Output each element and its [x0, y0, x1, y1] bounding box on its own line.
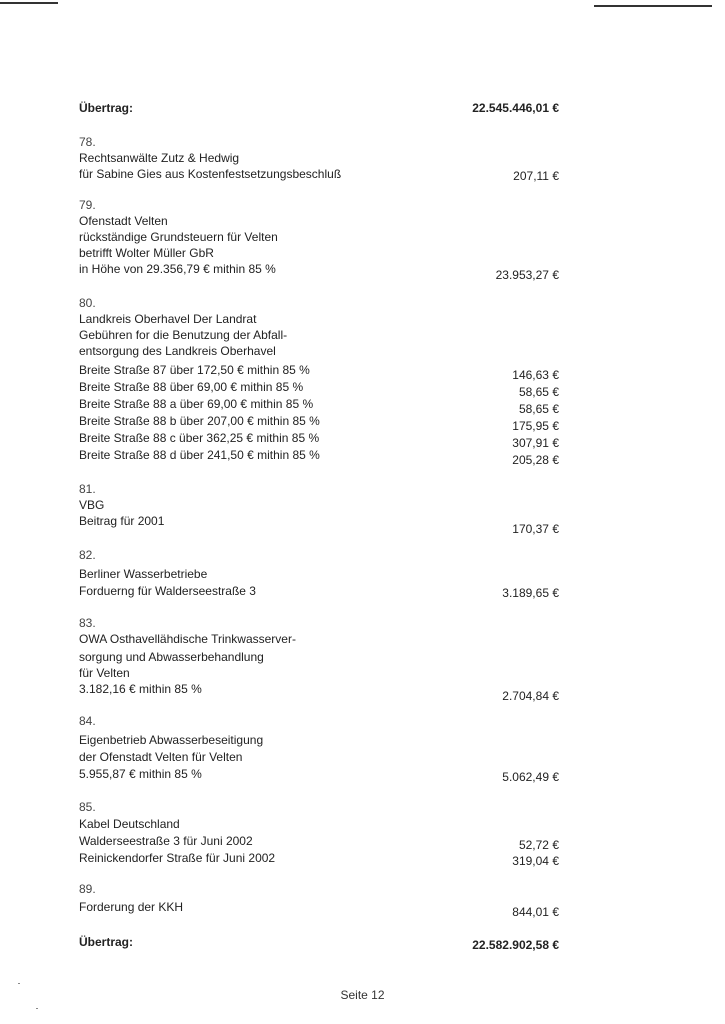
entry-line: Breite Straße 88 über 69,00 € mithin 85 % 58,65 € [79, 380, 559, 399]
entry-line: VBG [79, 498, 105, 512]
entry-number: 84. [79, 714, 96, 728]
entry-number: 82. [79, 548, 96, 562]
carry-over-top [79, 101, 559, 116]
entry-line: für Sabine Gies aus Kostenfestsetzungsbeschluß 207,11 € [79, 167, 559, 183]
entry-number: 89. [79, 882, 96, 896]
entry-line: Landkreis Oberhavel Der Landrat [79, 312, 257, 326]
entry-line: 5.955,87 € mithin 85 % 5.062,49 € [79, 767, 559, 784]
entry-line: in Höhe von 29.356,79 € mithin 85 % 23.953,27 € [79, 262, 559, 282]
entry-amount: 175,95 € [512, 419, 559, 433]
entry-line: für Velten [79, 666, 130, 680]
entry-amount: 146,63 € [512, 368, 559, 382]
entry-amount: 58,65 € [518, 402, 559, 416]
entry-line: Breite Straße 88 b über 207,00 € mithin 85 % 175,95 € [79, 414, 559, 433]
entry-line: Breite Straße 88 d über 241,50 € mithin 85 % 205,28 € [79, 448, 559, 467]
entry-line: Breite Straße 87 über 172,50 € mithin 85 % 146,63 € [79, 363, 559, 382]
entry-line: Beitrag für 2001 170,37 € [79, 514, 559, 536]
entry-line: Kabel Deutschland [79, 817, 180, 831]
entry-amount: 307,91 € [512, 436, 559, 450]
entry-amount: 319,04 € [512, 854, 559, 868]
entry-number: 83. [79, 616, 96, 630]
entry-line: der Ofenstadt Velten für Velten [79, 750, 243, 764]
entry-line: Forduerng für Walderseestraße 3 3.189,65 € [79, 584, 559, 600]
scan-edge-mark-top-right [594, 5, 712, 7]
entry-line: Gebühren for die Benutzung der Abfall- [79, 328, 288, 342]
entry-line: OWA Osthavellähdische Trinkwasserver- [79, 632, 296, 646]
entry-line: Breite Straße 88 a über 69,00 € mithin 85 % 58,65 € [79, 397, 559, 416]
page-number: Seite 12 [340, 988, 385, 1002]
entry-line: Berliner Wasserbetriebe [79, 567, 208, 581]
entry-line: entsorgung des Landkreis Oberhavel [79, 344, 276, 358]
entry-line: Walderseestraße 3 für Juni 2002 52,72 € [79, 834, 559, 852]
entry-amount: 170,37 € [512, 522, 559, 536]
entry-line: Breite Straße 88 c über 362,25 € mithin 85 % 307,91 € [79, 431, 559, 450]
entry-line: 3.182,16 € mithin 85 % 2.704,84 € [79, 682, 559, 703]
carry-over-amount: 22.582.902,58 € [472, 938, 559, 952]
entry-line: Forderung der KKH 844,01 € [79, 900, 559, 919]
entry-line: Ofenstadt Velten [79, 214, 168, 228]
entry-number: 80. [79, 296, 96, 310]
entry-line: Eigenbetrieb Abwasserbeseitigung [79, 733, 264, 747]
entry-line: sorgung und Abwasserbehandlung [79, 650, 264, 664]
entry-number: 81. [79, 482, 96, 496]
scan-edge-mark-top-left [0, 2, 58, 4]
entry-amount: 205,28 € [512, 453, 559, 467]
entry-line: betrifft Wolter Müller GbR [79, 246, 214, 260]
entry-amount: 3.189,65 € [502, 586, 559, 600]
entry-number: 78. [79, 135, 96, 149]
entry-amount: 58,65 € [518, 385, 559, 399]
carry-over-bottom [79, 935, 559, 950]
carry-over-label: Übertrag: [79, 101, 134, 115]
entry-amount: 207,11 € [513, 169, 559, 183]
carry-over-amount: 22.545.446,01 € [472, 101, 559, 115]
scan-speck [36, 1008, 38, 1009]
entry-amount: 5.062,49 € [502, 770, 559, 784]
entry-number: 79. [79, 198, 96, 212]
entry-amount: 52,72 € [518, 838, 559, 852]
entry-line: rückständige Grundsteuern für Velten [79, 230, 278, 244]
entry-amount: 2.704,84 € [502, 689, 559, 703]
carry-over-label: Übertrag: [79, 935, 134, 949]
entry-amount: 23.953,27 € [495, 268, 559, 282]
entry-number: 85. [79, 800, 96, 814]
entry-line: Rechtsanwälte Zutz & Hedwig [79, 151, 240, 165]
entry-amount: 844,01 € [512, 905, 559, 919]
scan-speck [18, 983, 20, 984]
entry-line: Reinickendorfer Straße für Juni 2002 319,04 € [79, 851, 559, 868]
